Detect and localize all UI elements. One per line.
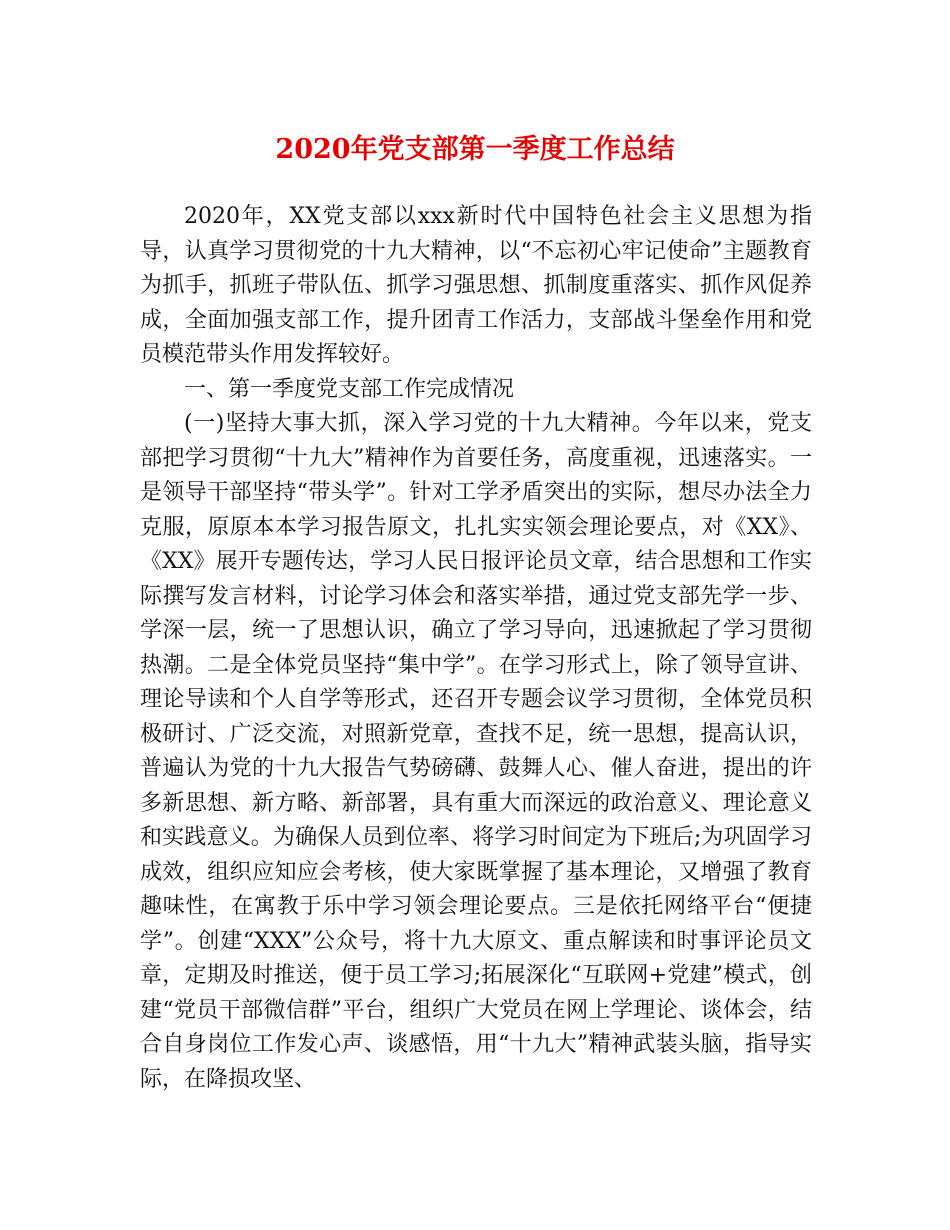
document-title: 2020年党支部第一季度工作总结 [275, 134, 675, 165]
intro-paragraph: 2020年，XX党支部以xxx新时代中国特色社会主义思想为指导，认真学习贯彻党的十九大精神，以“不忘初心牢记使命”主题教育为抓手，抓班子带队伍、抓学习强思想、抓制度重落实、抓作风促养成，全面加强支部工作，提升团青工作活力，支部战斗堡垒作用和党员模范带头作用发挥较好。 [140, 204, 812, 367]
body-paragraph: (一)坚持大事大抓，深入学习党的十九大精神。今年以来，党支部把学习贯彻“十九大”精神作为首要任务，高度重视，迅速落实。一是领导干部坚持“带头学”。针对工学矛盾突出的实际，想尽办法全力克服，原原本本学习报告原文，扎扎实实领会理论要点，对《XX》、《XX》展开专题传达，学习人民日报评论员文章，结合思想和工作实际撰写发言材料，讨论学习体会和落实举措，通过党支部先学一步、学深一层，统一了思想认识，确立了学习导向，迅速掀起了学习贯彻热潮。二是全体党员坚持“集中学”。在学习形式上，除了领导宣讲、理论导读和个人自学等形式，还召开专题会议学习贯彻，全体党员积极研讨、广泛交流，对照新党章，查找不足，统一思想，提高认识，普遍认为党的十九大报告气势磅礴、鼓舞人心、催人奋进，提出的许多新思想、新方略、新部署，具有重大而深远的政治意义、理论意义和实践意义。为确保人员到位率、将学习时间定为下班后;为巩固学习成效，组织应知应会考核，使大家既掌握了基本理论，又增强了教育趣味性，在寓教于乐中学习领会理论要点。三是依托网络平台“便捷学”。创建“XXX”公众号，将十九大原文、重点解读和时事评论员文章，定期及时推送，便于员工学习;拓展深化“互联网+党建”模式，创建“党员干部微信群”平台，组织广大党员在网上学理论、谈体会，结合自身岗位工作发心声、谈感悟，用“十九大”精神武装头脑，指导实际，在降损攻坚、 [140, 411, 812, 1092]
section-heading: 一、第一季度党支部工作完成情况 [184, 376, 515, 402]
document-body [140, 200, 812, 1097]
